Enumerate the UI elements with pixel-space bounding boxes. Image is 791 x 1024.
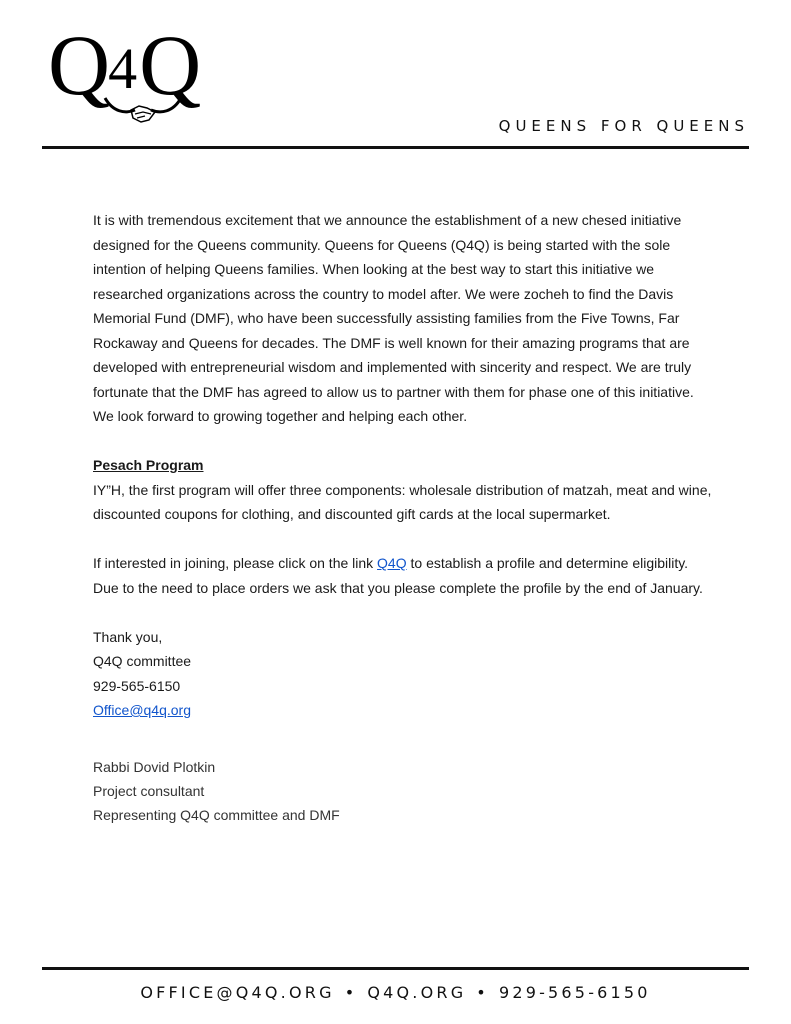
q4q-logo <box>48 17 223 130</box>
footer-separator: • <box>476 983 489 1002</box>
intro-paragraph: It is with tremendous excitement that we announce the establishment of a new chesed initiative designed for the Queens community. Queens for Queens (Q4Q) is being started with the sole intention of helping Queens families. When looking at the best way to start this initiative we researched organizations across the country to model after. We were zocheh to find the Davis Memorial Fund (DMF), who have been successfully assisting families from the Five Towns, Far Rockaway and Queens for decades. The DMF is well known for their amazing programs that are developed with entrepreneurial wisdom and implemented with sincerity and respect. We are truly fortunate that the DMF has agreed to allow us to partner with them for phase one of this initiative. We look forward to growing together and helping each other. <box>93 212 694 424</box>
tagline: QUEENS FOR QUEENS <box>498 117 749 135</box>
closing-committee: Q4Q committee <box>93 653 192 669</box>
join-paragraph <box>93 551 713 600</box>
signature-name: Rabbi Dovid Plotkin <box>93 759 216 775</box>
header-divider <box>42 146 749 149</box>
signature-title: Project consultant <box>93 783 205 799</box>
footer-website: Q4Q.ORG <box>367 983 467 1002</box>
logo-q-right: Q <box>139 17 198 113</box>
signature-representing: Representing Q4Q committee and DMF <box>93 807 340 823</box>
logo-four: 4 <box>108 36 138 101</box>
section-heading: Pesach Program <box>93 457 204 473</box>
closing-phone: 929-565-6150 <box>93 677 181 694</box>
letter-body <box>93 208 713 827</box>
closing-thanks: Thank you, <box>93 628 163 645</box>
footer-divider <box>42 967 749 970</box>
email-link[interactable]: Office@q4q.org <box>93 702 192 718</box>
program-paragraph: IY”H, the first program will offer three components: wholesale distribution of matzah, meat and wine, discounted coupons for clothing, and discounted gift cards at the local supermarket. <box>93 481 712 522</box>
logo-q-left: Q <box>48 17 107 113</box>
handshake-icon <box>103 92 183 130</box>
q4q-link[interactable]: Q4Q <box>377 555 407 571</box>
footer-email: OFFICE@Q4Q.ORG <box>140 983 335 1002</box>
join-text-after: to establish a profile and determine eligibility. Due to the need to place orders we ask that you please complete the profile by the end of January. <box>93 555 703 596</box>
footer-contact <box>0 983 791 1002</box>
join-text-before: If interested in joining, please click on the link <box>93 555 378 571</box>
footer-phone: 929-565-6150 <box>498 983 651 1002</box>
footer-separator: • <box>344 983 358 1002</box>
